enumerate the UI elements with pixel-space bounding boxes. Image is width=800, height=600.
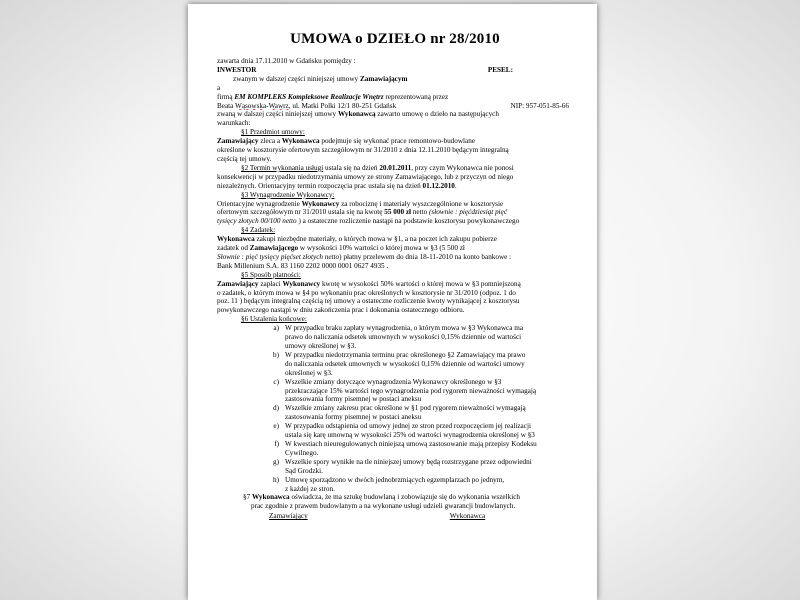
list-item: e) W przypadku odstąpienia od umowy jednej ze stron przed rozpoczęciem jej realizacji ustala się karę umowną w wysokości 25% od wartości wynagrodzenia określonej w §3 xyxy=(273,422,535,440)
document-body xyxy=(217,57,573,521)
section-1-line: Zamawiający zleca a Wykonawca podejmuje się wykonać prace remontowo-budowlane xyxy=(217,137,476,146)
signature-client: Zamawiający xyxy=(269,512,308,521)
section-5-line: powykonawczego nastąpi w dniu zakończenia prac i dokonania ostatecznego odbioru. xyxy=(217,306,465,315)
section-3-line: ofertowym szczegółowym nr 31/2010 ustala się na kwotę 55 000 zł netto (słownie : pięćdziesiąt pięć xyxy=(217,208,508,217)
section-7-line: §7 Wykonawca oświadcza, że ma sztukę budowlaną i zobowiązuje się do wykonania wszelkich xyxy=(243,493,520,502)
nip-text: NIP: 957-051-85-66 xyxy=(510,101,569,110)
list-item: f) W kwestiach nieuregulowanych niniejszą umową zastosowanie mają przepisy Kodeksu Cywilnego. xyxy=(274,439,537,457)
signature-contractor: Wykonawca xyxy=(449,512,486,521)
section-6-heading: §6 Ustalenia końcowe: xyxy=(241,315,307,324)
section-3-line: Orientacyjne wynagrodzenie Wykonawcy za robociznę i materiały wyszczególnione w kosztorysie xyxy=(217,199,504,208)
contractor-line: zwaną w dalszej części niniejszej umowy Wykonawcą zawarto umowę o dzieło na następujących xyxy=(217,110,499,119)
pesel-label: PESEL: xyxy=(487,65,513,74)
section-2-heading: §2 Termin wykonania usługi xyxy=(241,163,324,172)
section-4-line: Słownie : pięć tysięcy pięćset złotych netto) płatny przelewem do dnia 18-11-2010 na konto bankowe : xyxy=(217,252,512,261)
final-provisions-list xyxy=(217,324,573,493)
section-5-heading: §5 Sposób płatności: xyxy=(241,270,301,279)
section-1-line: częścią tej umowy. xyxy=(217,154,272,163)
section-2-line: §2 Termin wykonania usługi ustala się na dzień 20.01.2011, przy czym Wykonawca nie ponosi xyxy=(241,163,514,172)
list-item: d) Wszelkie zmiany zakresu prac określone w §1 pod rygorem nieważności wymagają zastosowania formy pisemnej w postaci aneksu xyxy=(273,404,526,422)
section-5-line: poz. 11 ) będącym integralną częścią tej umowy a ostateczne rozliczenie kwoty wynikającej z kosztorysu xyxy=(217,297,520,306)
investor-label: INWESTOR xyxy=(217,65,257,74)
list-item: c) Wszelkie zmiany dotyczące wynagrodzenia Wykonawcy określonego w §3 przekraczające 15% wartości tego wynagrodzenia pod rygorem nieważności wymagają zastosowania formy pisemnej w postaci aneksu xyxy=(273,377,537,404)
signature-row xyxy=(217,512,573,521)
list-item: g) Wszelkie spory wynikłe na tle niniejszej umowy będą rozstrzygane przez odpowiedni Sąd Grodzki. xyxy=(273,457,532,475)
conditions-line: warunkach: xyxy=(217,119,251,128)
section-1-line: określone w kosztorysie ofertowym szczegółowym nr 31/2010 z dnia 12.11.2010 będącym integralną xyxy=(217,146,509,155)
list-item: h) Umowę sporządzono w dwóch jednobrzmiących egzemplarzach po jednym, z każdej ze stron. xyxy=(273,475,505,493)
section-5-line: o zadatek, o którym mowa w §4 po wykonaniu prac określonych w kosztorysie nr 31/2010 (odpoz. 1 do xyxy=(217,288,516,297)
section-1-heading: §1 Przedmiot umowy: xyxy=(241,128,305,137)
section-2-line: konsekwencji w przypadku niedotrzymania umowy ze strony Zamawiającego, lub z przyczyn od niego xyxy=(217,172,514,181)
section-4-line: zadatek od Zamawiającego w wysokości 10% wartości o której mowa w §3 (5 500 zł xyxy=(217,244,465,253)
firm-line: firmą EM KOMPLEKS Kompleksowe Realizacje Wnętrz reprezentowaną przez xyxy=(217,92,449,101)
section-3-heading: §3 Wynagrodzenie Wykonawcy: xyxy=(241,190,335,199)
section-2-line: niezależnych. Orientacyjny termin rozpoczęcia prac ustala się na dzień 01.12.2010. xyxy=(217,181,457,190)
section-5-line: Zamawiający zapłaci Wykonawcy kwotę w wysokości 50% wartości o której mowa w §3 pomniejszoną xyxy=(217,279,521,288)
section-7-line: prac zgodnie z prawem budowlanym a na wykonane usługi udzieli gwarancji budowlanych. xyxy=(251,502,516,511)
section-3-line: tysięcy złotych 00/100 netto ) a ostateczne rozliczenie nastąpi na podstawie kosztorysu powykonawczego xyxy=(217,217,520,226)
list-item: b) W przypadku niedotrzymania terminu prac określonego §2 Zamawiający ma prawo do naliczania odsetek umownych w wysokości 0,15% dziennie od wartości umowy określonej w §3. xyxy=(273,350,526,377)
bank-account-line: Bank Millenium S.A. 83 1160 2202 0000 0001 0627 4935 . xyxy=(217,261,389,270)
firm-name: EM KOMPLEKS Kompleksowe Realizacje Wnętrz xyxy=(234,92,384,101)
concluded-line: zawarta dnia 17.11.2010 w Gdańsku pomiędzy : xyxy=(217,57,356,65)
document-page xyxy=(188,4,597,600)
section-4-line: Wykonawca zakupi niezbędne materiały, o których mowa w §1, a na poczet ich zakupu pobierze xyxy=(217,235,497,244)
called-line: zwanym w dalszej części niniejszej umowy Zamawiającym xyxy=(233,74,408,83)
list-item: a) W przypadku braku zapłaty wynagrodzenia, o którym mowa w §3 Wykonawca ma prawo do naliczania odsetek umownych w wysokości 0,15% dziennie od wartości umowy określonej w §3. xyxy=(273,324,524,350)
and-line: a xyxy=(217,83,221,92)
investor-line xyxy=(217,66,573,75)
representative-line: Beata Wąsowska-Wawrz, ul. Matki Polki 12/1 80-251 Gdańsk NIP: 957-051-85-66 xyxy=(217,101,569,110)
document-title: UMOWA o DZIEŁO nr 28/2010 xyxy=(290,31,500,47)
section-4-heading: §4 Zadatek: xyxy=(241,226,276,235)
